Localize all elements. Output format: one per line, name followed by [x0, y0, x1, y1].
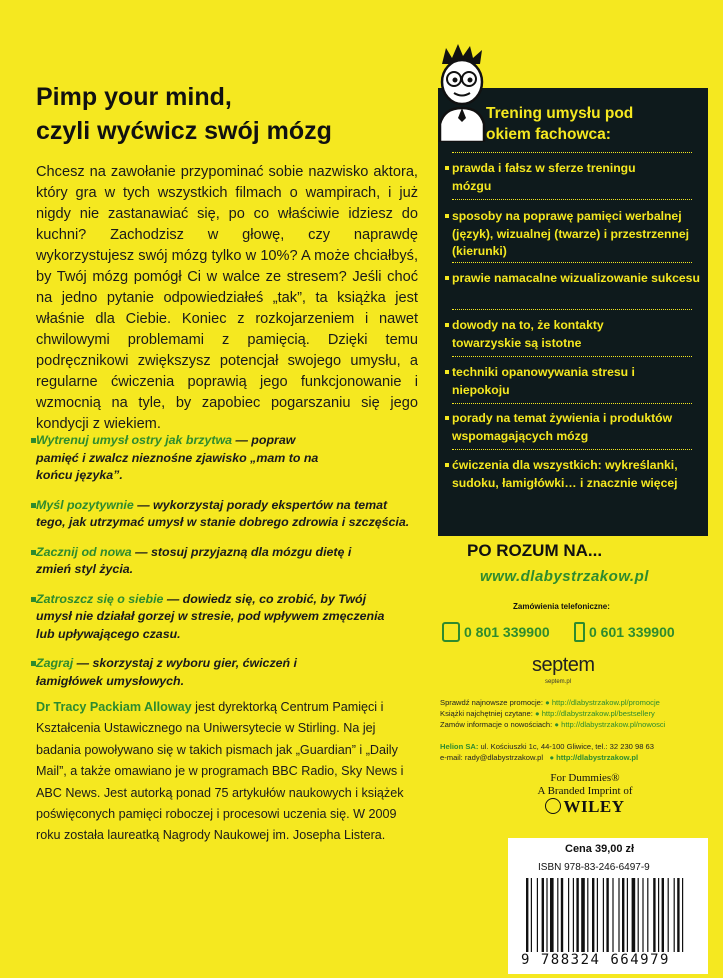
barcode-bar	[603, 878, 604, 952]
barcode-bar	[612, 878, 613, 952]
imprint-line1: For Dummies®	[550, 772, 620, 784]
bullet-square-icon	[445, 463, 449, 467]
website-link[interactable]: www.dlabystrzakow.pl	[480, 568, 649, 585]
title-line: Pimp your mind,	[36, 83, 232, 111]
highlight-item	[452, 317, 662, 352]
publisher-url: septem.pl	[545, 679, 572, 685]
publisher-email[interactable]: e-mail: rady@dlabystrzakow.pl	[440, 753, 544, 762]
promo-link-row	[440, 719, 708, 730]
barcode-bar	[674, 878, 675, 952]
barcode-bar	[550, 878, 554, 952]
author-bio	[36, 697, 421, 847]
intro-paragraph: Chcesz na zawołanie przypominać sobie nazwisko aktora, który gra w tych wszystkich filmach o wampirach, i już nigdy nie zastanawiać się, po co właściwie idziesz do kuchni? Zachodzisz w głowę, czy naprawdę wykorzystujesz swój mózg tylko w 10%? A może chciałbyś, by Twój mózg pomógł Ci w walce ze stresem? Jeśli choć na jedno pytanie odpowiedziałeś „tak”, ta książka jest właśnie dla Ciebie. Koniec z rozkojarzeniem i nawet chwilowymi problemami z pamięcią. Dzięki temu podręcznikowi zwiększysz potencjał swojego umysłu, a regularne ćwiczenia poprawią jego funkcjonowanie i wzmocnią na tyle, by zapobiec pogarszaniu się jego kondycji z wiekiem.	[36, 164, 418, 432]
barcode-bar	[622, 878, 624, 952]
wiley-logo	[510, 798, 660, 814]
barcode-bar	[647, 878, 648, 952]
bullet-marker-icon	[31, 661, 36, 666]
publisher-site-link[interactable]: ● http://dlabystrzakow.pl	[549, 753, 639, 762]
highlight-text: prawda i fałsz w sferze treningu mózgu	[452, 161, 636, 193]
publisher-address: ul. Kościuszki 1c, 44-100 Gliwice, tel.: 32 230 98 63	[478, 742, 655, 751]
divider	[452, 262, 692, 263]
barcode-bar	[606, 878, 608, 952]
promo-link-label: Sprawdź najnowsze promocje:	[440, 698, 543, 707]
feature-text: — skorzystaj z wyboru gier, ćwiczeń i łamigłówek umysłowych.	[36, 656, 297, 688]
barcode-bar	[587, 878, 588, 952]
barcode-bar	[658, 878, 659, 952]
barcode-bar	[642, 878, 643, 952]
divider	[452, 309, 692, 310]
phone-mobile-number: 0 601 339900	[589, 624, 675, 640]
divider	[452, 152, 692, 153]
publisher-contact	[440, 741, 715, 763]
publisher-name: Helion SA:	[440, 742, 479, 751]
barcode-bar	[592, 878, 594, 952]
divider	[452, 403, 692, 404]
highlight-item	[452, 364, 662, 399]
divider	[452, 199, 692, 200]
barcode-bar	[557, 878, 558, 952]
bullet-marker-icon	[31, 597, 36, 602]
barcode-bar	[638, 878, 639, 952]
promo-link-url-text[interactable]: http://dlabystrzakow.pl/promocje	[551, 698, 660, 707]
bullet-square-icon	[445, 166, 449, 170]
promo-link-url[interactable]: ● http://dlabystrzakow.pl/bestsellery	[535, 709, 655, 718]
barcode-bar	[531, 878, 532, 952]
barcode-bar	[618, 878, 619, 952]
barcode-bar	[561, 878, 563, 952]
feature-lead: Zatroszcz się o siebie	[36, 591, 164, 606]
barcode-bar	[537, 878, 538, 952]
wiley-brand: WILEY	[563, 797, 625, 816]
highlights-title-line: okiem fachowca:	[486, 126, 611, 143]
promo-link-row	[440, 697, 708, 708]
bullet-marker-icon	[31, 438, 36, 443]
barcode-bar	[526, 878, 528, 952]
author-name: Dr Tracy Packiam Alloway	[36, 700, 192, 714]
promo-link-row	[440, 708, 708, 719]
promo-link-url-text[interactable]: http://dlabystrzakow.pl/bestsellery	[541, 709, 655, 718]
feature-item	[36, 432, 336, 485]
barcode-bar	[546, 878, 547, 952]
feature-item	[36, 497, 420, 532]
feature-item	[36, 591, 386, 644]
promo-link-url-text[interactable]: http://dlabystrzakow.pl/nowosci	[561, 720, 666, 729]
highlight-text: techniki opanowywania stresu i niepokoju	[452, 365, 635, 397]
bullet-square-icon	[445, 416, 449, 420]
bullet-square-icon	[445, 323, 449, 327]
feature-text: — dowiedz się, co zrobić, by Twój umysł nie działał gorzej w stresie, pod wpływem zmęczenia lub upływającego czasu.	[36, 591, 385, 641]
barcode-bar	[573, 878, 574, 952]
publisher-logo: septem	[532, 654, 595, 676]
publisher-site-url[interactable]: http://dlabystrzakow.pl	[556, 753, 639, 762]
author-bio-text: jest dyrektorką Centrum Pamięci i Kształcenia Ustawicznego na Uniwersytecie w Stirling. Na jej badania powoływano się w takich pismach jak „Guardian” i „Daily Mail”, a także omawiano je w programach BBC Radio, Sky News i ABC News. Jest autorką ponad 75 artykułów naukowych i książek poświęconych pamięci roboczej i procesowi uczenia się. W 2009 roku została laureatką Nagrody Naukowej im. Josepha Listera.	[36, 700, 404, 843]
barcode-bar	[653, 878, 655, 952]
imprint-block	[510, 772, 660, 814]
barcode-bar	[597, 878, 598, 952]
highlight-item	[452, 410, 692, 445]
feature-lead: Myśl pozytywnie	[36, 497, 134, 512]
barcode-bar	[677, 878, 679, 952]
feature-text: — popraw pamięć i zwalcz nieznośne zjawisko „mam to na końcu języka”.	[36, 433, 319, 482]
phone-orders-label: Zamówienia telefoniczne:	[513, 602, 610, 611]
imprint-line2: A Branded Imprint of	[537, 785, 633, 797]
phone-landline	[442, 622, 550, 642]
price-label: Cena 39,00 zł	[565, 843, 635, 855]
promo-link-url[interactable]: ● http://dlabystrzakow.pl/nowosci	[554, 720, 666, 729]
phone-icon	[442, 622, 460, 642]
barcode-bar	[576, 878, 578, 952]
barcode-bar	[581, 878, 585, 952]
barcode-icon	[524, 878, 694, 952]
highlights-title-line: Trening umysłu pod	[486, 105, 634, 122]
isbn-label: ISBN 978-83-246-6497-9	[538, 862, 650, 873]
mobile-phone-icon	[574, 622, 585, 642]
promo-links	[440, 697, 708, 730]
divider	[452, 449, 692, 450]
feature-lead: Wytrenuj umysł ostry jak brzytwa	[36, 433, 233, 447]
promo-link-label: Zamów informacje o nowościach:	[440, 720, 553, 729]
feature-lead: Zacznij od nowa	[36, 544, 132, 559]
highlight-text: ćwiczenia dla wszystkich: wykreślanki, sudoku, łamigłówki… i znacznie więcej	[452, 458, 678, 490]
bullet-marker-icon	[31, 550, 36, 555]
barcode-bar	[568, 878, 569, 952]
feature-list	[36, 432, 420, 702]
ean-number: 9 788324 664979	[521, 952, 670, 968]
bullet-square-icon	[445, 214, 449, 218]
wiley-emblem-icon	[545, 798, 561, 814]
page-title	[36, 80, 416, 148]
barcode-bar	[668, 878, 669, 952]
highlight-text: dowody na to, że kontakty towarzyskie są istotne	[452, 318, 604, 350]
title-line: czyli wyćwicz swój mózg	[36, 117, 332, 145]
highlight-text: sposoby na poprawę pamięci werbalnej (język), wizualnej (twarze) i przestrzennej (kierunki)	[452, 209, 690, 258]
feature-text: — wykorzystaj porady ekspertów na temat tego, jak utrzymać umysł w stanie dobrego zdrowia i szczęścia.	[36, 497, 410, 529]
bullet-square-icon	[445, 370, 449, 374]
phone-landline-number: 0 801 339900	[464, 624, 550, 640]
highlight-text: prawie namacalne wizualizowanie sukcesu	[452, 271, 700, 285]
bullet-marker-icon	[31, 503, 36, 508]
highlight-text: porady na temat żywienia i produktów wspomagających mózg	[452, 411, 673, 443]
divider	[452, 356, 692, 357]
promo-link-url[interactable]: ● http://dlabystrzakow.pl/promocje	[545, 698, 660, 707]
highlight-item	[452, 160, 667, 195]
phone-mobile	[574, 622, 675, 642]
barcode-bar	[662, 878, 664, 952]
highlight-item	[452, 457, 687, 492]
bullet-square-icon	[445, 276, 449, 280]
highlights-title	[486, 103, 696, 145]
barcode-bar	[542, 878, 544, 952]
barcode-bar	[632, 878, 636, 952]
barcode-bar	[682, 878, 683, 952]
publisher-address-row	[440, 741, 715, 752]
highlight-item	[452, 270, 702, 288]
feature-lead: Zagraj	[36, 656, 74, 670]
promo-link-label: Książki najchętniej czytane:	[440, 709, 533, 718]
feature-text: — stosuj przyjazną dla mózgu dietę i zmień styl życia.	[36, 544, 352, 576]
barcode-bar	[627, 878, 628, 952]
publisher-email-row	[440, 752, 715, 763]
feature-item	[36, 544, 366, 579]
highlight-item	[452, 208, 702, 261]
feature-item	[36, 655, 356, 690]
promo-headline: PO ROZUM NA...	[467, 541, 603, 560]
